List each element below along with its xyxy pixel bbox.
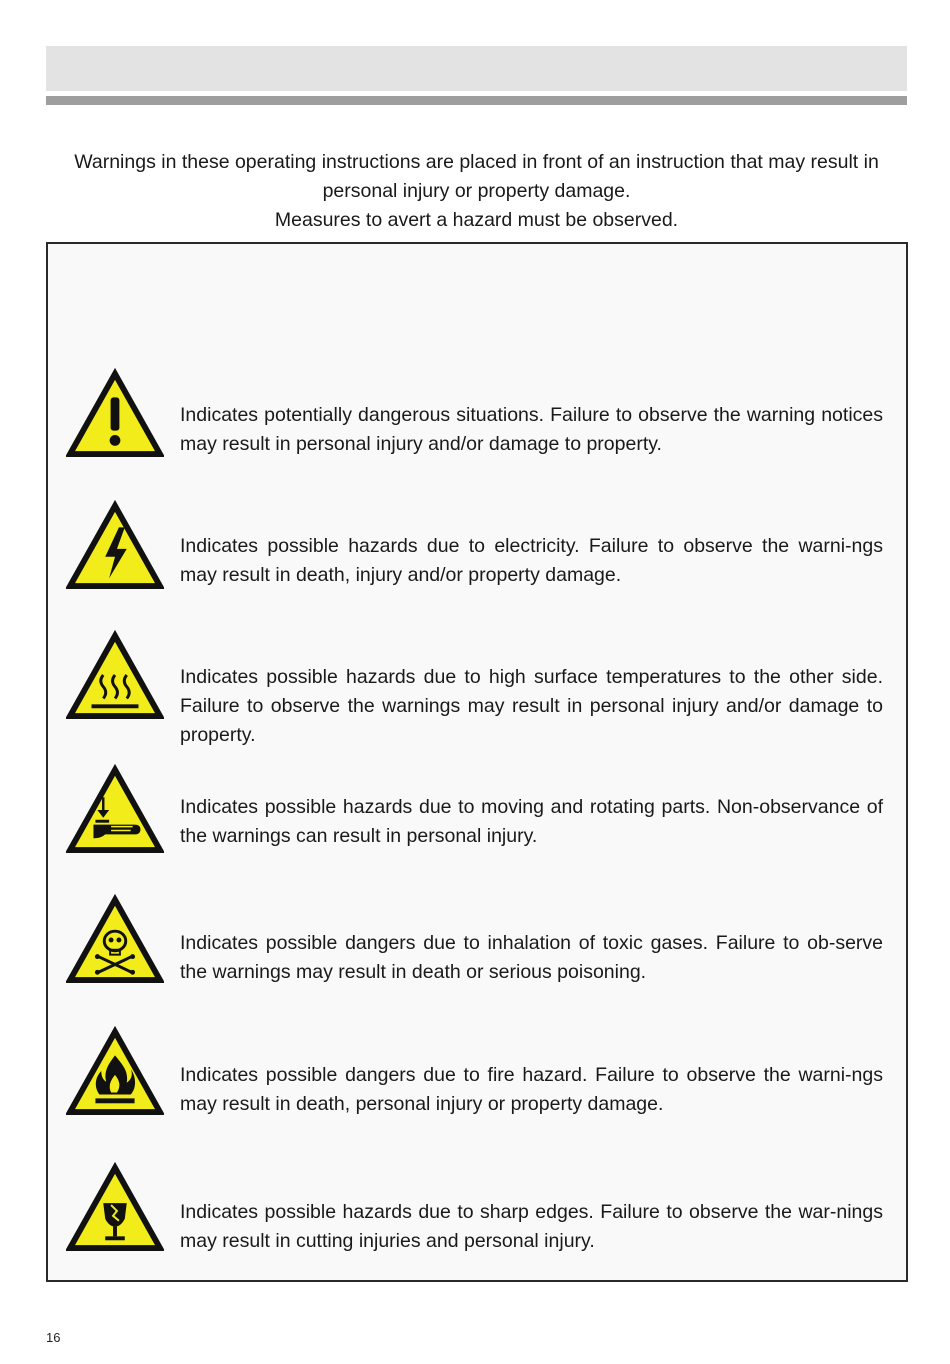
- warning-text: Indicates possible hazards due to moving and rotating parts. Non-observance of the warnings can result in personal injury.: [180, 796, 883, 847]
- intro-text: [46, 148, 907, 235]
- intro-line-1: Warnings in these operating instructions are placed in front of an instruction that may result in personal injury or property damage.: [74, 151, 879, 202]
- toxic-warning-icon: [66, 894, 164, 984]
- warning-text: Indicates possible dangers due to inhalation of toxic gases. Failure to ob-serve the warnings may result in death or serious poisoning.: [180, 932, 883, 983]
- warning-text: Indicates possible hazards due to high surface temperatures to the other side. Failure to observe the warnings may result in personal injury and/or damage to property.: [180, 666, 883, 746]
- page-number: 16: [46, 1330, 61, 1345]
- warning-symbols-panel: [46, 242, 908, 1282]
- warning-text: Indicates possible hazards due to sharp edges. Failure to observe the war-nings may result in cutting injuries and personal injury.: [180, 1201, 883, 1252]
- header-rule: [46, 96, 907, 105]
- intro-line-2: Measures to avert a hazard must be observed.: [274, 209, 679, 231]
- warning-text: Indicates possible dangers due to fire hazard. Failure to observe the warni-ngs may result in death, personal injury or property damage.: [180, 1064, 883, 1115]
- warning-text: Indicates potentially dangerous situations. Failure to observe the warning notices may result in personal injury and/or damage to property.: [180, 404, 883, 455]
- warning-text: Indicates possible hazards due to electricity. Failure to observe the warni-ngs may result in death, injury and/or property damage.: [180, 535, 883, 586]
- hand-crush-warning-icon: [66, 764, 164, 854]
- header-bar: [46, 46, 907, 91]
- general-warning-icon: [66, 368, 164, 458]
- sharp-edges-warning-icon: [66, 1162, 164, 1252]
- electricity-warning-icon: [66, 500, 164, 590]
- hot-surface-warning-icon: [66, 630, 164, 720]
- fire-warning-icon: [66, 1026, 164, 1116]
